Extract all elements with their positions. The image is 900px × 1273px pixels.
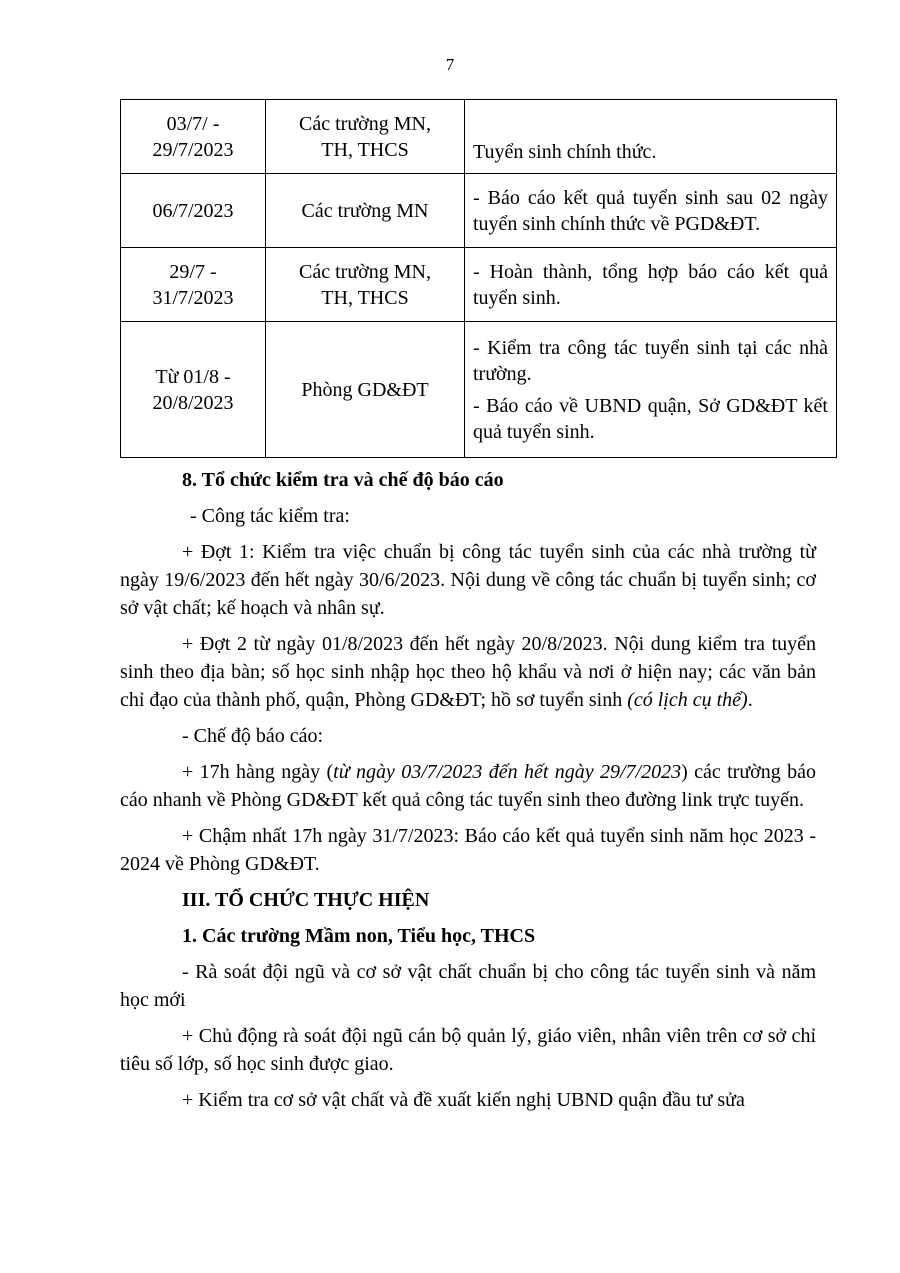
schedule-table xyxy=(120,99,837,458)
unit-cell xyxy=(266,174,465,248)
inspection-round-2 xyxy=(120,630,816,714)
daily-rest: ) các trường báo cáo nhanh về Phòng GD&ĐT kết quả công tác tuyển sinh theo đường link trực tuyến. xyxy=(120,761,816,811)
section-8-heading: 8. Tổ chức kiểm tra và chế độ báo cáo xyxy=(182,469,504,491)
table-row xyxy=(121,322,837,458)
date-line: 31/7/2023 xyxy=(152,286,234,309)
date-cell xyxy=(121,322,266,458)
date-line: 20/8/2023 xyxy=(152,391,234,414)
task-cell xyxy=(465,174,837,248)
unit-line: Phòng GD&ĐT xyxy=(301,378,429,401)
report-daily xyxy=(120,758,816,814)
staff-item: + Chủ động rà soát đội ngũ cán bộ quản lý, giáo viên, nhân viên trên cơ sở chỉ tiêu số lớp, số học sinh được giao. xyxy=(120,1025,816,1075)
task-item: - Kiểm tra công tác tuyển sinh tại các nhà trường. xyxy=(473,336,828,385)
table-row xyxy=(121,248,837,322)
unit-line: Các trường MN, xyxy=(299,112,431,135)
date-line: 06/7/2023 xyxy=(152,199,234,222)
unit-cell xyxy=(266,100,465,174)
unit-line: Các trường MN xyxy=(301,199,429,222)
task-item: Tuyển sinh chính thức. xyxy=(473,141,657,163)
table-row xyxy=(121,174,837,248)
facilities-item: + Kiểm tra cơ sở vật chất và đề xuất kiến nghị UBND quận đầu tư sửa xyxy=(182,1089,745,1111)
task-cell xyxy=(465,100,837,174)
document-body xyxy=(120,466,816,1114)
report-label: - Chế độ báo cáo: xyxy=(182,725,324,747)
date-cell xyxy=(121,100,266,174)
section-iii-heading: III. TỔ CHỨC THỰC HIỆN xyxy=(182,889,430,911)
unit-line: TH, THCS xyxy=(321,286,409,309)
date-line: 29/7/2023 xyxy=(152,138,234,161)
inspection-round-1: + Đợt 1: Kiểm tra việc chuẩn bị công tác tuyển sinh của các nhà trường từ ngày 19/6/2023 đến hết ngày 30/6/2023. Nội dung về công tác chuẩn bị tuyển sinh; cơ sở vật chất; kế hoạch và nhân sự. xyxy=(120,541,816,619)
task-cell xyxy=(465,322,837,458)
round-2-end: . xyxy=(747,689,753,711)
date-cell xyxy=(121,174,266,248)
date-line: Từ 01/8 - xyxy=(155,365,231,388)
date-cell xyxy=(121,248,266,322)
review-item: - Rà soát đội ngũ và cơ sở vật chất chuẩn bị cho công tác tuyển sinh và năm học mới xyxy=(120,961,816,1011)
round-2-note: (có lịch cụ thể) xyxy=(627,689,748,711)
date-line: 29/7 - xyxy=(169,260,217,283)
unit-line: TH, THCS xyxy=(321,138,409,161)
task-cell xyxy=(465,248,837,322)
task-item: - Hoàn thành, tổng hợp báo cáo kết quả tuyển sinh. xyxy=(473,260,828,309)
round-2-text: + Đợt 2 từ ngày 01/8/2023 đến hết ngày 20/8/2023. Nội dung kiểm tra tuyển sinh theo địa bàn; số học sinh nhập học theo hộ khẩu và nơi ở hiện nay; các văn bản chỉ đạo của thành phố, quận, Phòng GD&ĐT; hồ sơ tuyển sinh xyxy=(120,633,816,711)
unit-line: Các trường MN, xyxy=(299,260,431,283)
date-line: 03/7/ - xyxy=(166,112,220,135)
inspection-label: - Công tác kiểm tra: xyxy=(190,505,350,527)
subsection-1-heading: 1. Các trường Mầm non, Tiểu học, THCS xyxy=(182,925,536,947)
unit-cell xyxy=(266,248,465,322)
task-item: - Báo cáo kết quả tuyển sinh sau 02 ngày tuyển sinh chính thức về PGD&ĐT. xyxy=(473,186,828,235)
task-item: - Báo cáo về UBND quận, Sở GD&ĐT kết quả tuyển sinh. xyxy=(473,394,828,443)
daily-period: từ ngày 03/7/2023 đến hết ngày 29/7/2023 xyxy=(333,761,682,783)
unit-cell xyxy=(266,322,465,458)
table-row xyxy=(121,100,837,174)
report-deadline: + Chậm nhất 17h ngày 31/7/2023: Báo cáo kết quả tuyển sinh năm học 2023 - 2024 về Phòng GD&ĐT. xyxy=(120,825,816,875)
page-number: 7 xyxy=(445,55,455,74)
daily-start: + 17h hàng ngày ( xyxy=(182,761,334,783)
